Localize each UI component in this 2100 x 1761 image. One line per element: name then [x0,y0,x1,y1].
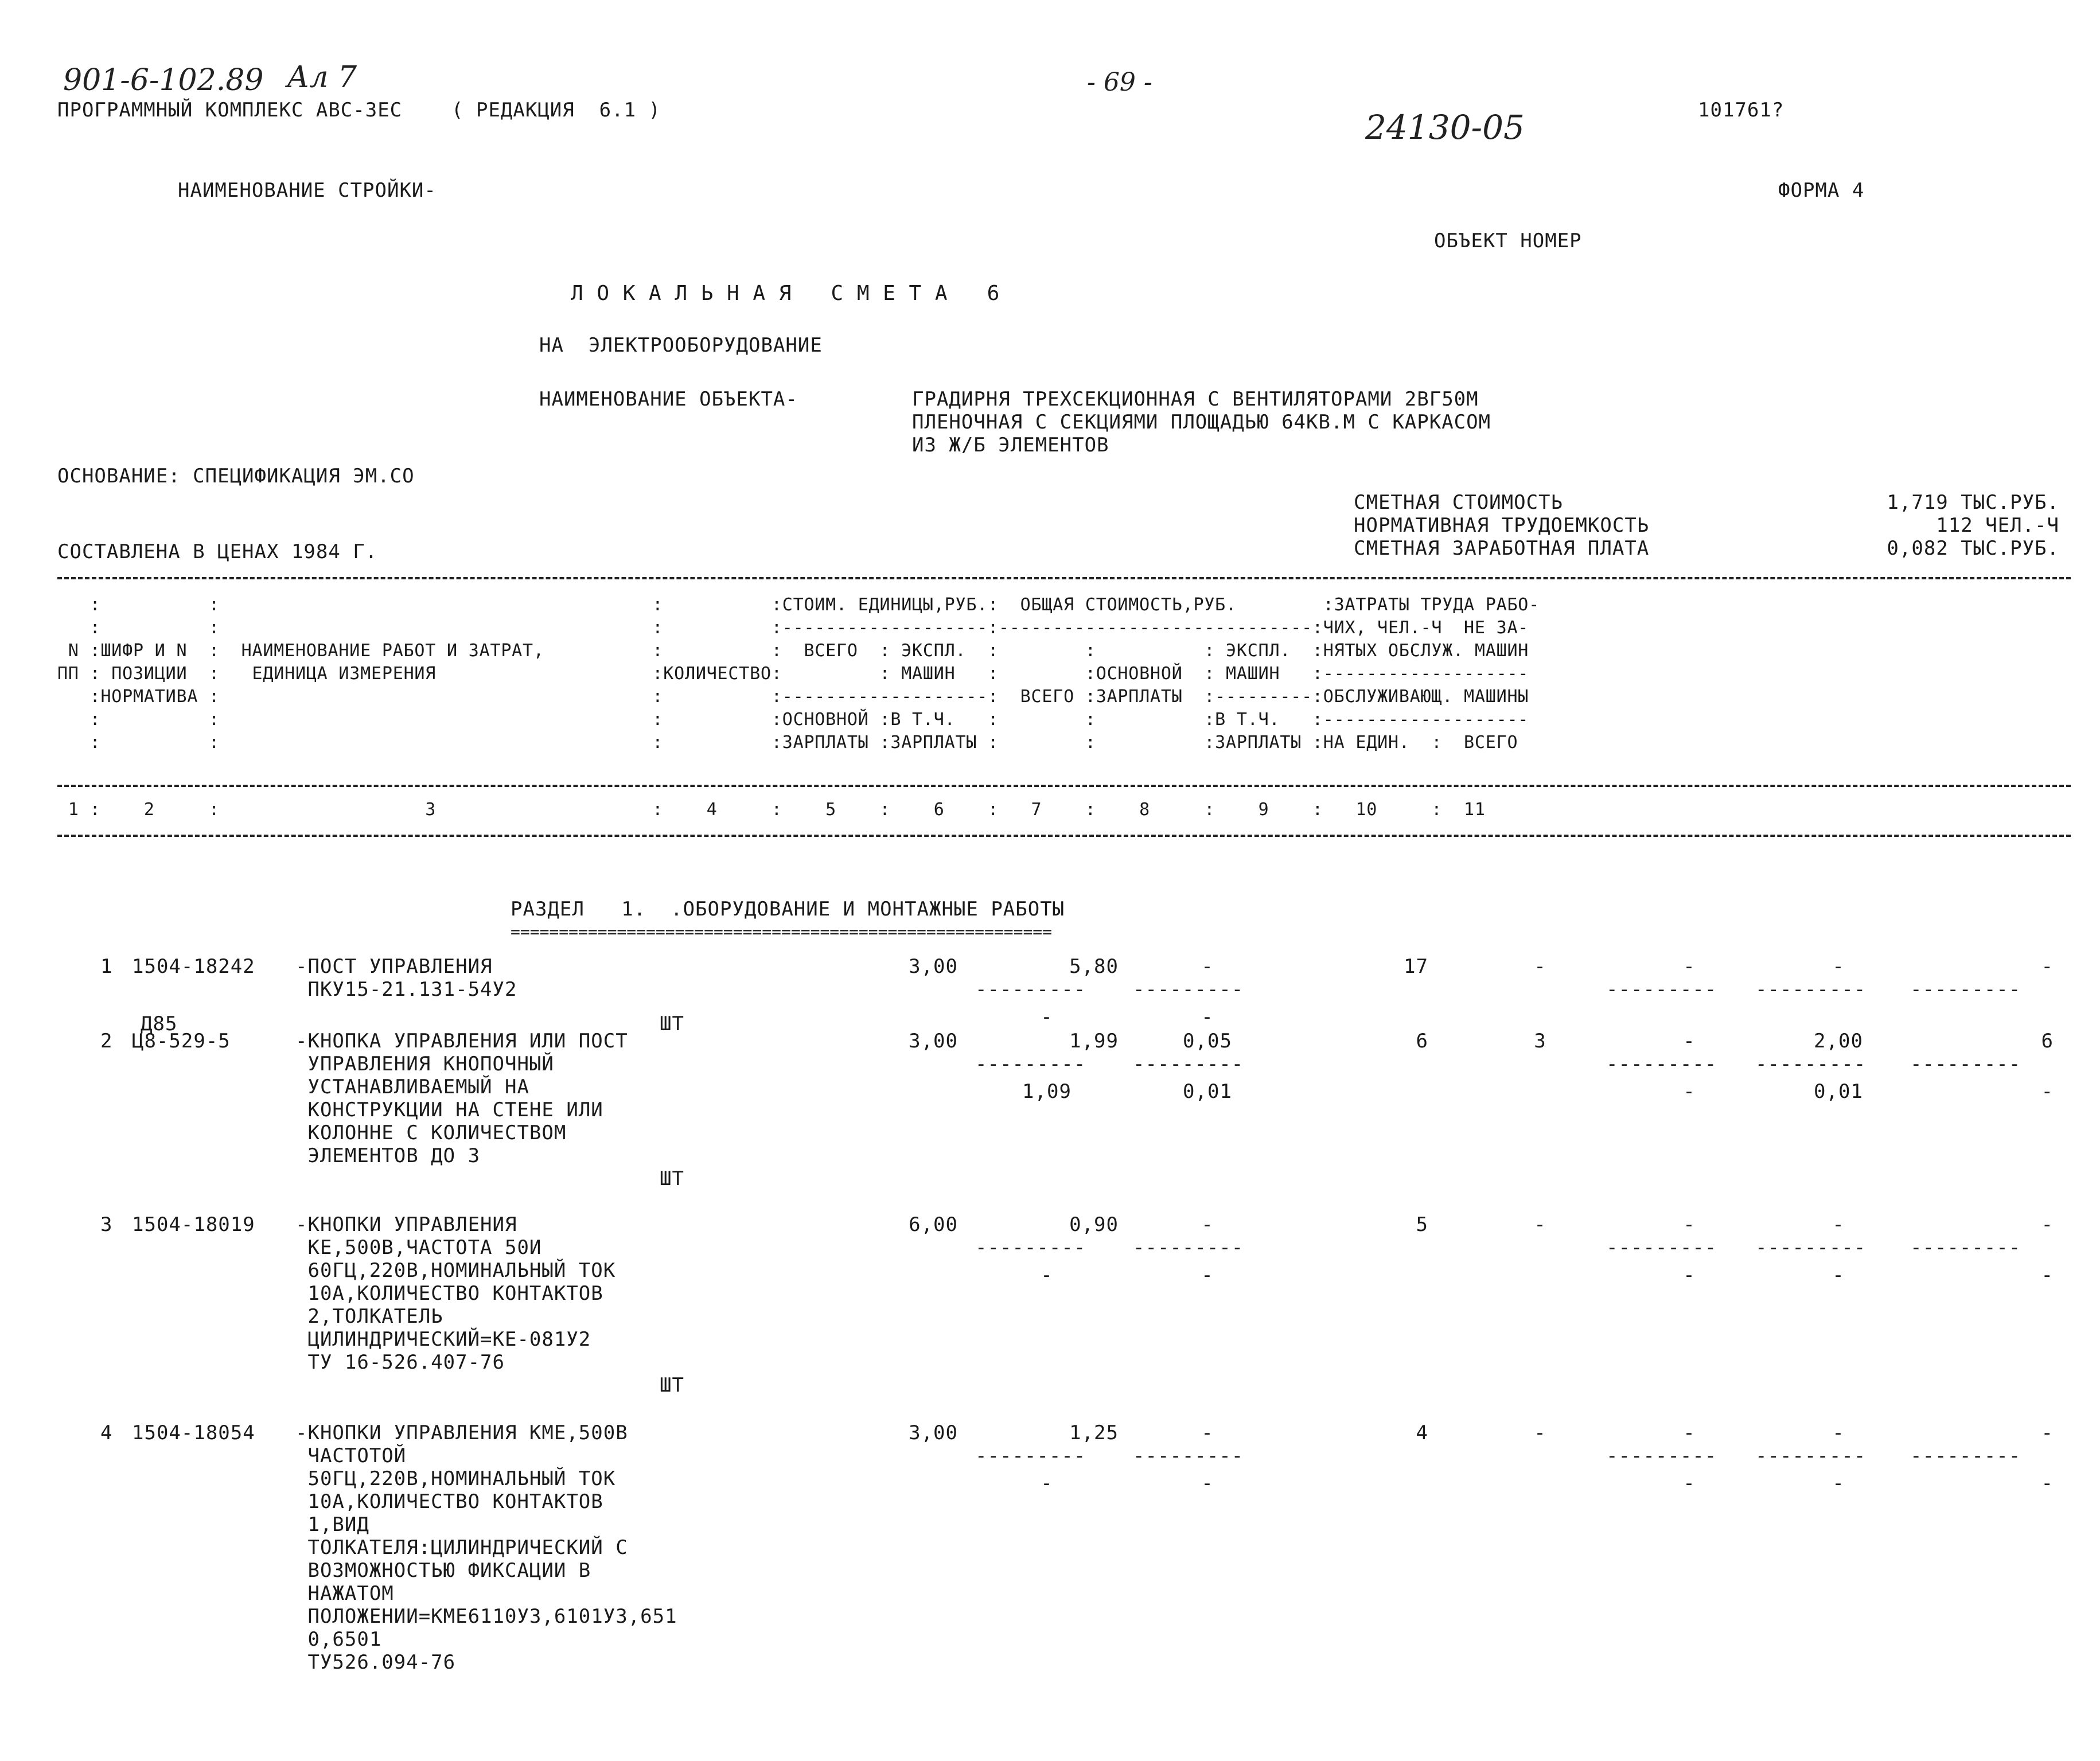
labor-per-unit: - [1832,1213,1845,1236]
section-title: РАЗДЕЛ 1. .ОБОРУДОВАНИЕ И МОНТАЖНЫЕ РАБОТЫ [511,898,1065,921]
summary-values: 1,719 ТЫС.РУБ. 112 ЧЕЛ.-Ч 0,082 ТЫС.РУБ. [1887,491,2059,560]
item-code: 1504-18242 [132,955,255,978]
basis-line: ОСНОВАНИЕ: СПЕЦИФИКАЦИЯ ЭМ.СО [57,465,415,488]
subtotal-rule: --------- [1910,978,2021,1001]
subtotal-rule: --------- [1910,1053,2021,1076]
subtotal-rule: --------- [975,1444,1086,1467]
machine-salary-total: - [1683,1080,1696,1103]
subtotal-rule: --------- [1133,1444,1244,1467]
document-title: Л О К А Л Ь Н А Я С М Е Т А 6 [571,282,1000,305]
item-code: Ц8-529-5 [132,1030,231,1053]
total-cost: 5 [1416,1213,1428,1236]
machine-salary-per-unit: - [1201,1006,1214,1028]
total-base-salary: - [1534,1213,1546,1236]
table-top-rule [57,577,2071,579]
prices-line: СОСТАВЛЕНА В ЦЕНАХ 1984 Г. [57,540,378,563]
subtotal-rule: --------- [1755,1444,1867,1467]
base-salary-per-unit: - [1041,1006,1053,1028]
stamp-number: 101761? [1698,99,1785,122]
subtotal-rule: --------- [1606,1444,1717,1467]
unit-cost-machine: - [1201,1213,1214,1236]
handwritten-doc-number: 24130-05 [1365,108,1525,147]
labor-total: - [2041,1213,2054,1236]
item-quantity: 3,00 [909,1421,958,1444]
program-line: ПРОГРАММНЫЙ КОМПЛЕКС АВС-ЗЕС ( РЕДАКЦИЯ 6.1 ) [57,99,661,122]
labor-machines-total: - [2041,1472,2054,1495]
item-name: -КНОПКИ УПРАВЛЕНИЯ КМЕ,500В ЧАСТОТОЙ 50ГЦ,220В,НОМИНАЛЬНЫЙ ТОК 10А,КОЛИЧЕСТВО КОНТАКТОВ 1,ВИД ТОЛКАТЕЛЯ:ЦИЛИНДРИЧЕСКИЙ С ВОЗМОЖНОСТЬЮ ФИКСАЦИИ В НАЖАТОМ ПОЛОЖЕНИИ=КМЕ6110У3,6101У3,651 0,6501 ТУ526.094-76 [295,1421,677,1674]
column-numbers: 1 : 2 : 3 : 4 : 5 : 6 : 7 : 8 : 9 : 10 : 11 [57,800,1486,820]
subtotal-rule: --------- [975,1053,1086,1076]
item-number: 2 [100,1030,113,1053]
labor-per-unit: 2,00 [1814,1030,1863,1053]
machine-salary-per-unit: 0,01 [1183,1080,1232,1103]
subtotal-rule: --------- [1133,978,1244,1001]
construction-name-label: НАИМЕНОВАНИЕ СТРОЙКИ- [178,179,437,202]
subtotal-rule: --------- [1133,1236,1244,1259]
item-number: 4 [100,1421,113,1444]
item-quantity: 3,00 [909,955,958,978]
item-number: 3 [100,1213,113,1236]
labor-machines-per-unit: - [1832,1472,1845,1495]
item-number: 1 [100,955,113,978]
item-code-extra: Д85 [141,1012,178,1035]
subtotal-rule: --------- [1755,1053,1867,1076]
item-name: -КНОПКИ УПРАВЛЕНИЯ КЕ,500В,ЧАСТОТА 50И 60ГЦ,220В,НОМИНАЛЬНЫЙ ТОК 10А,КОЛИЧЕСТВО КОНТАКТОВ 2,ТОЛКАТЕЛЬ ЦИЛИНДРИЧЕСКИЙ=КЕ-081У2 ТУ 16-526.407-76 [295,1213,616,1374]
machine-salary-total: - [1683,1472,1696,1495]
form-label: ФОРМА 4 [1778,179,1865,202]
item-quantity: 3,00 [909,1030,958,1053]
item-name: -ПОСТ УПРАВЛЕНИЯ ПКУ15-21.131-54У2 [295,955,517,1001]
item-name: -КНОПКА УПРАВЛЕНИЯ ИЛИ ПОСТ УПРАВЛЕНИЯ КНОПОЧНЫЙ УСТАНАВЛИВАЕМЫЙ НА КОНСТРУКЦИИ НА СТЕНЕ ИЛИ КОЛОННЕ С КОЛИЧЕСТВОМ ЭЛЕМЕНТОВ ДО 3 [295,1030,628,1167]
subtotal-rule: --------- [1606,1053,1717,1076]
total-base-salary: 3 [1534,1030,1546,1053]
item-code: 1504-18054 [132,1421,255,1444]
object-label: НАИМЕНОВАНИЕ ОБЪЕКТА- [539,388,798,411]
section-underline: ======================================================== [511,922,1053,941]
unit-cost-total: 5,80 [1069,955,1119,978]
unit-cost-total: 1,25 [1069,1421,1119,1444]
labor-total: - [2041,955,2054,978]
item-quantity: 6,00 [909,1213,958,1236]
base-salary-per-unit: - [1041,1264,1053,1287]
labor-machines-per-unit: 0,01 [1814,1080,1863,1103]
subtotal-rule: --------- [975,1236,1086,1259]
base-salary-per-unit: - [1041,1472,1053,1495]
labor-total: 6 [2041,1030,2054,1053]
subtotal-rule: --------- [1755,978,1867,1001]
item-unit: ШТ [660,1374,684,1397]
total-cost: 17 [1404,955,1428,978]
base-salary-per-unit: 1,09 [1022,1080,1072,1103]
table-header-rule [57,785,2071,787]
total-cost: 4 [1416,1421,1428,1444]
total-machine: - [1683,1213,1696,1236]
handwritten-album: Ал 7 [287,60,357,95]
labor-machines-per-unit: - [1832,1264,1845,1287]
object-number-label: ОБЪЕКТ НОМЕР [1434,229,1582,252]
subtotal-rule: --------- [975,978,1086,1001]
unit-cost-total: 0,90 [1069,1213,1119,1236]
total-base-salary: - [1534,1421,1546,1444]
unit-cost-machine: - [1201,955,1214,978]
labor-machines-total: - [2041,1080,2054,1103]
table-header: : : : :СТОИМ. ЕДИНИЦЫ,РУБ.: ОБЩАЯ СТОИМОСТЬ,РУБ. :ЗАТРАТЫ ТРУДА РАБО- : : : :-------------------:-----------------------------:ЧИХ, ЧЕЛ.-Ч НЕ ЗА- N :ШИФР И N : НАИМЕНОВАНИЕ РАБОТ И ЗАТРАТ, : : ВСЕГО : ЭКСПЛ. : : : ЭКСПЛ. :НЯТЫХ ОБСЛУЖ. МАШИН ПП : ПОЗИЦИИ : ЕДИНИЦА ИЗМЕРЕНИЯ :КОЛИЧЕСТВО: : МАШИН : :ОСНОВНОЙ : МАШИН :------------------- :НОРМАТИВА : : :-------------------: ВСЕГО :ЗАРПЛАТЫ :---------:ОБСЛУЖИВАЮЩ. МАШИНЫ : : : :ОСНОВНОЙ :В Т.Ч. : : :В Т.Ч. :------------------- : : : :ЗАРПЛАТЫ :ЗАРПЛАТЫ : : :ЗАРПЛАТЫ :НА ЕДИН. : ВСЕГО [57,595,1540,753]
machine-salary-per-unit: - [1201,1264,1214,1287]
total-machine: - [1683,1421,1696,1444]
item-code: 1504-18019 [132,1213,255,1236]
item-unit: ШТ [660,1012,684,1035]
total-machine: - [1683,955,1696,978]
machine-salary-total: - [1683,1264,1696,1287]
unit-cost-machine: 0,05 [1183,1030,1232,1053]
object-name: ГРАДИРНЯ ТРЕХСЕКЦИОННАЯ С ВЕНТИЛЯТОРАМИ 2ВГ50М ПЛЕНОЧНАЯ С СЕКЦИЯМИ ПЛОЩАДЬЮ 64КВ.М С КАРКАСОМ ИЗ Ж/Б ЭЛЕМЕНТОВ [912,388,1491,457]
labor-per-unit: - [1832,955,1845,978]
handwritten-project-code: 901-6-102.89 [63,63,264,98]
item-unit: ШТ [660,1167,684,1190]
subtotal-rule: --------- [1133,1053,1244,1076]
subtotal-rule: --------- [1606,978,1717,1001]
unit-cost-machine: - [1201,1421,1214,1444]
subtotal-rule: --------- [1910,1444,2021,1467]
labor-machines-total: - [2041,1264,2054,1287]
labor-per-unit: - [1832,1421,1845,1444]
subtotal-rule: --------- [1755,1236,1867,1259]
page-number: - 69 - [1087,68,1152,97]
total-machine: - [1683,1030,1696,1053]
labor-total: - [2041,1421,2054,1444]
machine-salary-per-unit: - [1201,1472,1214,1495]
summary-labels: СМЕТНАЯ СТОИМОСТЬ НОРМАТИВНАЯ ТРУДОЕМКОСТЬ СМЕТНАЯ ЗАРАБОТНАЯ ПЛАТА [1354,491,1650,560]
document-subtitle: НА ЭЛЕКТРООБОРУДОВАНИЕ [539,334,823,357]
subtotal-rule: --------- [1910,1236,2021,1259]
table-columns-rule [57,835,2071,837]
unit-cost-total: 1,99 [1069,1030,1119,1053]
total-base-salary: - [1534,955,1546,978]
subtotal-rule: --------- [1606,1236,1717,1259]
total-cost: 6 [1416,1030,1428,1053]
